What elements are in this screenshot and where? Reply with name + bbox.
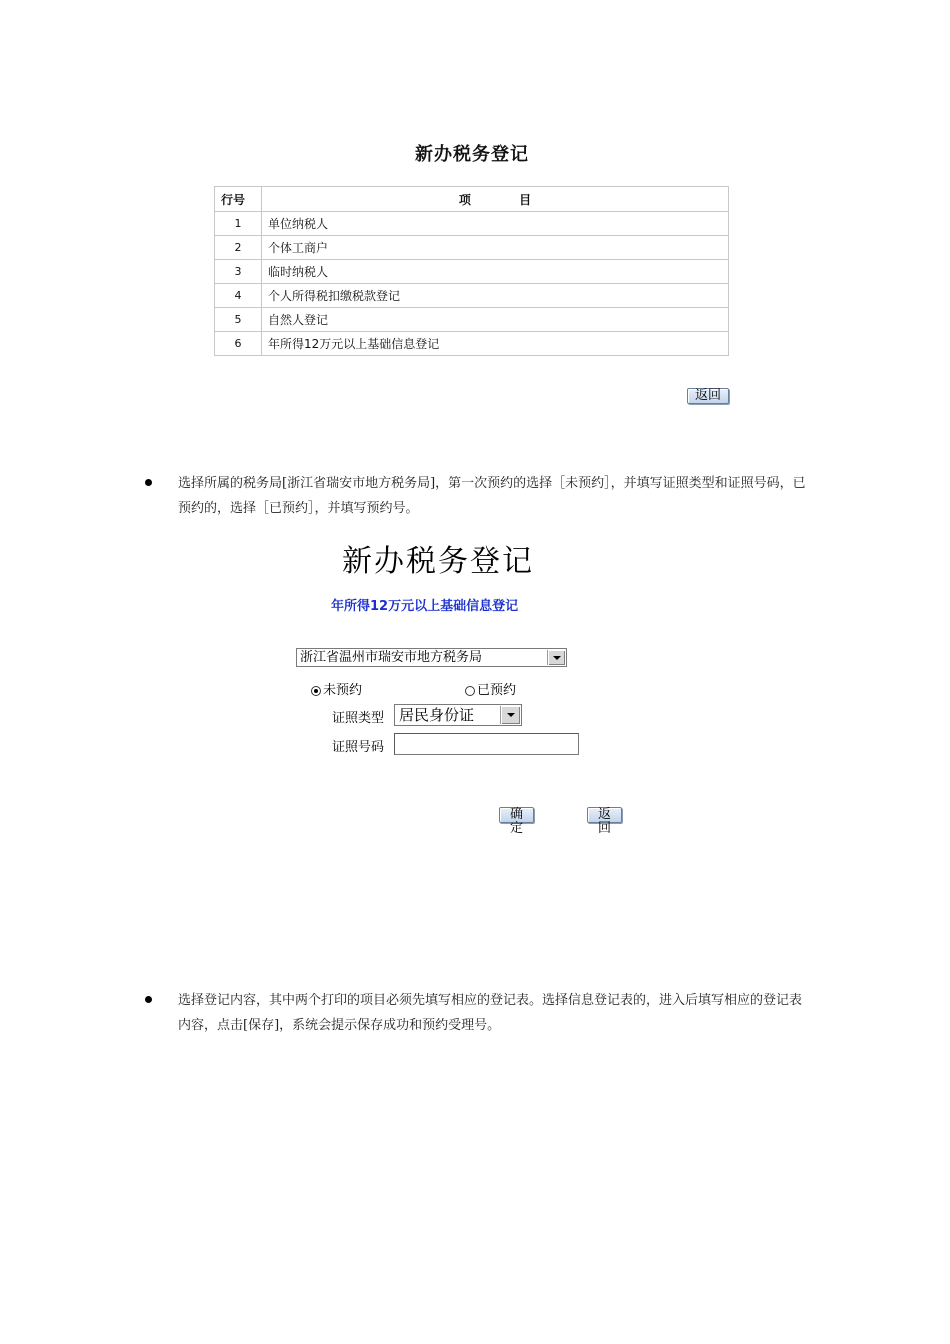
radio-reserved-label: 已预约 [477, 683, 517, 698]
chevron-down-icon[interactable] [547, 650, 565, 665]
row-number: 3 [215, 260, 262, 284]
table-row[interactable] [215, 260, 729, 284]
page-title: 新办税务登记 [415, 144, 529, 165]
id-type-selected-value: 居民身份证 [399, 706, 475, 724]
radio-checked-icon[interactable] [311, 686, 321, 696]
table-header-row [215, 187, 729, 212]
row-number: 6 [215, 332, 262, 356]
form-title: 新办税务登记 [342, 544, 534, 579]
header-item: 项 目 [262, 187, 729, 212]
radio-unreserved[interactable] [311, 679, 362, 698]
table-row[interactable] [215, 332, 729, 356]
id-number-label: 证照号码 [332, 740, 385, 755]
radio-reserved[interactable] [465, 679, 516, 698]
row-item-link[interactable]: 自然人登记 [262, 308, 729, 332]
row-number: 2 [215, 236, 262, 260]
tax-bureau-select[interactable] [296, 648, 567, 667]
row-item-link[interactable]: 个体工商户 [262, 236, 729, 260]
back-button[interactable]: 返回 [687, 388, 729, 404]
chevron-down-icon[interactable] [500, 706, 520, 724]
table-row[interactable] [215, 284, 729, 308]
radio-unreserved-label: 未预约 [323, 683, 363, 698]
tax-bureau-selected-value: 浙江省温州市瑞安市地方税务局 [300, 650, 483, 665]
registration-items-table [214, 186, 729, 356]
table-row[interactable] [215, 212, 729, 236]
row-number: 5 [215, 308, 262, 332]
row-item-link[interactable]: 单位纳税人 [262, 212, 729, 236]
id-type-select[interactable] [394, 704, 522, 726]
id-type-label: 证照类型 [332, 711, 385, 726]
radio-unchecked-icon[interactable] [465, 686, 475, 696]
confirm-button[interactable]: 确定 [499, 807, 534, 823]
row-number: 4 [215, 284, 262, 308]
row-item-link[interactable]: 年所得12万元以上基础信息登记 [262, 332, 729, 356]
form-subtitle: 年所得12万元以上基础信息登记 [331, 599, 519, 614]
bullet-icon [145, 996, 152, 1003]
bullet-icon [145, 479, 152, 486]
id-number-input[interactable] [394, 733, 579, 755]
header-row-number: 行号 [215, 187, 262, 212]
back-button[interactable]: 返回 [587, 807, 622, 823]
table-row[interactable] [215, 308, 729, 332]
instruction-paragraph: 选择登记内容，其中两个打印的项目必须先填写相应的登记表。选择信息登记表的，进入后填写相应的登记表内容，点击[保存]，系统会提示保存成功和预约受理号。 [178, 993, 803, 1033]
row-number: 1 [215, 212, 262, 236]
row-item-link[interactable]: 临时纳税人 [262, 260, 729, 284]
row-item-link[interactable]: 个人所得税扣缴税款登记 [262, 284, 729, 308]
table-row[interactable] [215, 236, 729, 260]
instruction-paragraph: 选择所属的税务局[浙江省瑞安市地方税务局]，第一次预约的选择［未预约］，并填写证照类型和证照号码，已预约的，选择［已预约］，并填写预约号。 [178, 476, 806, 516]
